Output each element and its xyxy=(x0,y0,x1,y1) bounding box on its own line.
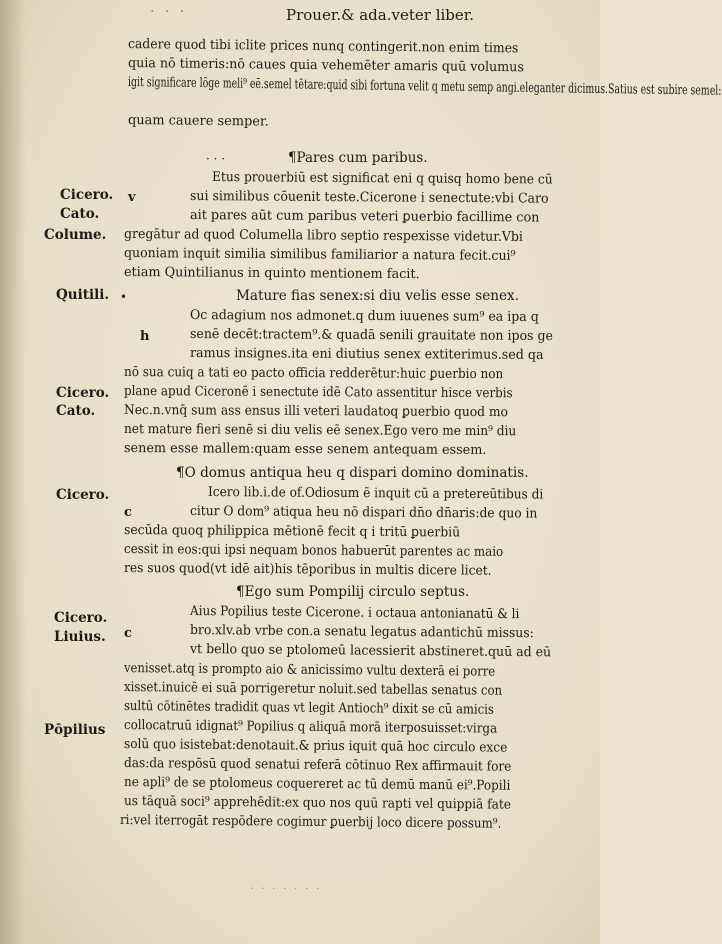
text-line: Nec.n.vnq̄ sum ass ensus illi veteri laudatoq ꝑuerbio quod mo xyxy=(123,403,508,421)
text-line: collocatruū idignat⁹ Popilius q aliquā morā iterposuisset:virga xyxy=(123,718,498,737)
footer-dots: · · · · · · · xyxy=(250,882,322,895)
margin-note-popilius: Pōpilius xyxy=(44,722,106,738)
text-line: ri:vel iterrogāt respōdere cogimur ꝑuerbij loco dicere possum⁹. xyxy=(119,813,502,832)
section-heading: ¶O domus antiqua heu q dispari domino dominatis. xyxy=(176,465,529,481)
text-line: secūda quoq philippica mētionē fecit q i tritū ꝑuerbiū xyxy=(123,523,461,541)
text-line: net mature fieri senē si diu velis eē senex.Ego vero me min⁹ diu xyxy=(123,422,517,440)
text-line: ramus insignes.ita eni diutius senex extiterimus.sed qa xyxy=(189,346,544,363)
text-line: nō sua cuiq a tati eo pacto officia redderētur:huic ꝑuerbio non xyxy=(123,365,504,383)
decorative-dots-icon: · · · xyxy=(206,152,226,166)
margin-note-cicero: Cicero. xyxy=(60,187,114,203)
guide-letter: h xyxy=(140,329,150,344)
text-line: cadere quod tibi iclite prices nunq contingerit.non enim times xyxy=(127,37,519,57)
text-line: bro.xlv.ab vrbe con.a senatu legatus adantichū missus: xyxy=(189,623,534,642)
text-line: quam cauere semper. xyxy=(127,113,269,130)
text-line: Oc adagium nos admonet.q dum iuuenes sum⁹ ea ipa q xyxy=(189,308,539,325)
text-line: venisset.atq is prompto aio & anicissimo vultu dexterā ei porre xyxy=(123,661,496,680)
text-line: senē decēt:tractem⁹.& quadā senili grauitate non ipos ge xyxy=(189,327,553,345)
text-line: res suos quod(vt idē ait)his tēporibus in multis dicere licet. xyxy=(123,561,492,579)
margin-note-cicero: Cicero. xyxy=(54,610,108,626)
text-line: Aius Popilius teste Cicerone. i octaua antonianatū & li xyxy=(189,604,520,623)
text-line: etiam Quintilianus in quinto mentionem facit. xyxy=(123,265,420,283)
text-line: us tāquā soci⁹ apprehēdit:ex quo nos quū rapti vel quippiā fate xyxy=(123,794,512,813)
text-line: vt bello quo se ptolomeū lacessierit abstineret.quū ad eū xyxy=(189,642,552,661)
text-line: xisset.inuicē ei suā porrigeretur noluit.sed tabellas senatus con xyxy=(123,680,503,699)
text-line: citur O dom⁹ atiqua heu nō dispari dn̄o dn̄aris:de quo in xyxy=(189,504,538,522)
section-heading: ¶Ego sum Pompilij circulo septus. xyxy=(236,584,470,600)
text-line: ne apli⁹ de se ptolomeus coquereret ac tū demū manū ei⁹.Popili xyxy=(123,775,511,794)
section-heading: ¶Pares cum paribus. xyxy=(288,150,428,166)
text-line: Icero lib.i.de of.Odiosum ē inquit cū a pretereūtibus di xyxy=(207,485,544,503)
running-title: Prouer.& ada.veter liber. xyxy=(286,6,475,24)
text-line: cessit in eos:qui ipsi nequam bonos habuerūt parentes ac maio xyxy=(123,542,504,560)
text-line: igit significare lōge meli⁹ eē.semel tētare:quid sibi fortuna velit q metu semp angi.eleganter dicimus.Satius est subire semel: xyxy=(127,75,722,99)
text-line: sui similibus cōuenit teste.Cicerone i senectute:vbi Caro xyxy=(189,189,549,207)
margin-note-columella: Colume. xyxy=(44,227,107,243)
margin-note-livius: Liuius. xyxy=(54,629,106,645)
text-line: quoniam inquit similia similibus familiarior a natura fecit.cui⁹ xyxy=(123,246,516,264)
header-dots: · · · xyxy=(150,4,188,20)
paragraph-mark-icon: • xyxy=(120,290,128,304)
guide-letter: c xyxy=(124,626,132,641)
text-line: quia nō timeris:nō caues quia vehemēter amaris quū volumus xyxy=(127,56,524,76)
text-line: sultū cōtinētes tradidit quas vt legit Antioch⁹ dixit se cū amicis xyxy=(123,699,494,718)
margin-note-cato: Cato. xyxy=(56,403,96,419)
guide-letter: v xyxy=(128,190,136,205)
text-line: ait pares aūt cum paribus veteri ꝑuerbio facillime con xyxy=(189,208,540,226)
text-line: solū quo isistebat:denotauit.& prius iquit quā hoc circulo exce xyxy=(123,737,508,756)
margin-note-cicero: Cicero. xyxy=(56,385,110,401)
margin-note-cicero: Cicero. xyxy=(56,487,110,503)
section-heading: Mature fias senex:si diu velis esse senex. xyxy=(236,288,520,304)
text-line: senem esse mallem:quam esse senem antequam essem. xyxy=(123,441,487,458)
text-line: plane apud Ciceronē i senectute idē Cato assentitur hisce verbis xyxy=(123,384,513,402)
margin-note-quintilian: Quitili. xyxy=(56,287,110,303)
guide-letter: c xyxy=(124,505,132,520)
text-line: das:da respōsū quod senatui referā cōtinuo Rex affirmauit fore xyxy=(123,756,512,775)
text-line: Etus prouerbiū est significat eni q quisq homo bene cū xyxy=(211,170,553,188)
text-line: gregātur ad quod Columella libro septio respexisse videtur.Vbi xyxy=(123,227,523,245)
margin-note-cato: Cato. xyxy=(60,206,100,222)
